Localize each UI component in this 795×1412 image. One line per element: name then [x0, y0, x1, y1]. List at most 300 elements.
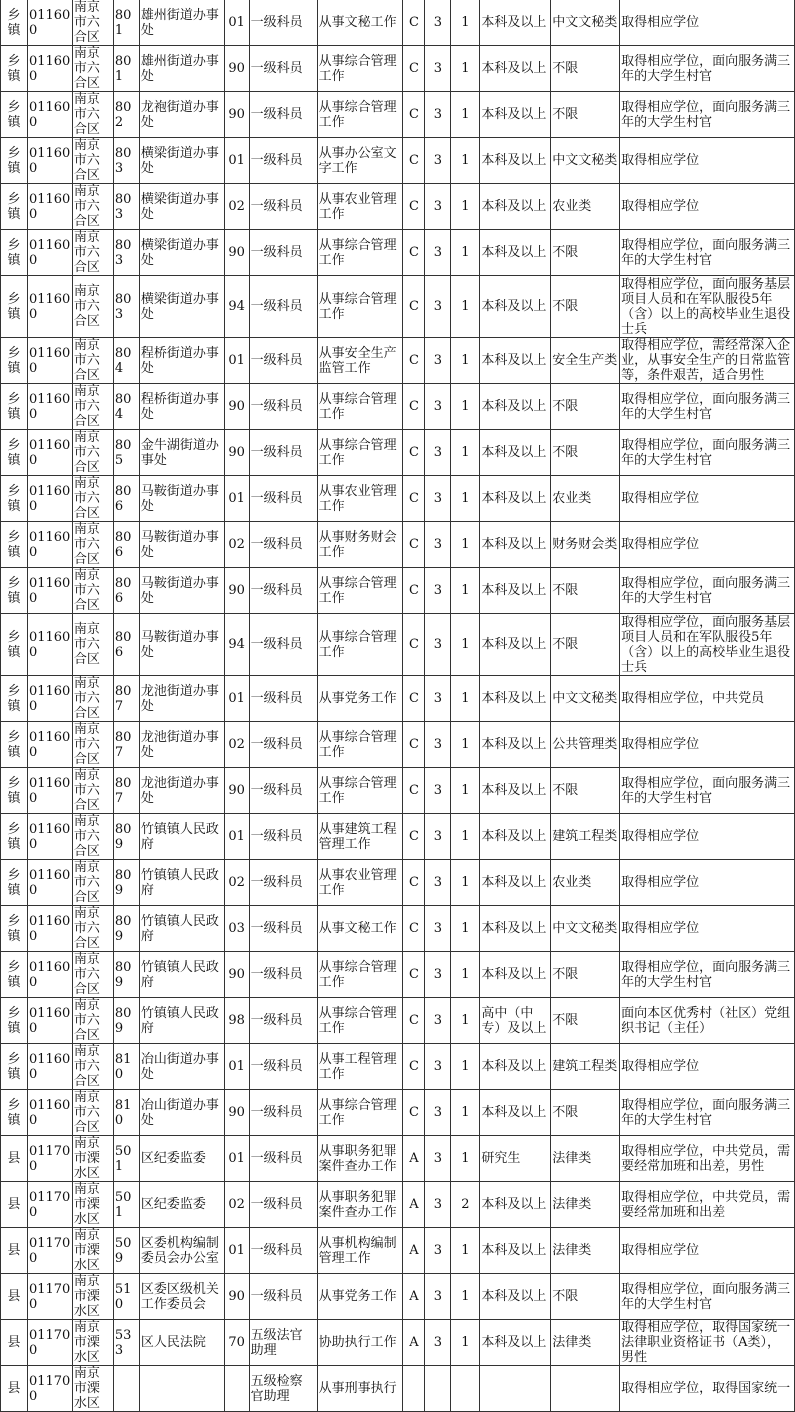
cell-category: C: [403, 952, 425, 998]
cell-unit-code: 011600: [27, 814, 72, 860]
cell-category: C: [403, 768, 425, 814]
cell-exam-type: 3: [425, 138, 451, 184]
cell-major: 建筑工程类: [551, 814, 620, 860]
cell-education: 本科及以上: [480, 906, 551, 952]
cell-education: 本科及以上: [480, 1274, 551, 1320]
cell-education: 本科及以上: [480, 338, 551, 384]
cell-exam-type: 3: [425, 676, 451, 722]
cell-category: C: [403, 0, 425, 46]
cell-dept-code: 803: [113, 230, 139, 276]
cell-headcount: [451, 1366, 480, 1412]
cell-unit-code: 011600: [27, 614, 72, 676]
cell-education: 本科及以上: [480, 230, 551, 276]
cell-dept-code: 806: [113, 568, 139, 614]
cell-duties: 从事综合管理工作: [317, 952, 403, 998]
cell-exam-type: 3: [425, 384, 451, 430]
cell-duties: 从事综合管理工作: [317, 92, 403, 138]
cell-dept-code: 806: [113, 614, 139, 676]
cell-exam-type: 3: [425, 46, 451, 92]
table-row: [1, 1274, 795, 1320]
cell-exam-type: 3: [425, 568, 451, 614]
cell-major: 建筑工程类: [551, 1044, 620, 1090]
cell-level: 乡镇: [1, 722, 28, 768]
cell-level: 乡镇: [1, 476, 28, 522]
cell-category: [403, 1366, 425, 1412]
cell-headcount: 1: [451, 722, 480, 768]
cell-education: 本科及以上: [480, 722, 551, 768]
cell-headcount: 1: [451, 184, 480, 230]
cell-duties: 从事党务工作: [317, 676, 403, 722]
cell-department: 雄州街道办事处: [139, 46, 224, 92]
cell-headcount: 1: [451, 952, 480, 998]
cell-headcount: 1: [451, 568, 480, 614]
cell-education: 本科及以上: [480, 138, 551, 184]
cell-dept-code: 501: [113, 1182, 139, 1228]
table-row: [1, 814, 795, 860]
cell-exam-type: 3: [425, 860, 451, 906]
cell-unit-code: 011700: [27, 1274, 72, 1320]
cell-rank: 一级科员: [249, 1182, 317, 1228]
cell-position-code: 90: [224, 1090, 249, 1136]
cell-dept-code: 806: [113, 522, 139, 568]
cell-dept-code: 533: [113, 1320, 139, 1366]
cell-notes: 取得相应学位: [620, 522, 795, 568]
table-row: [1, 384, 795, 430]
cell-level: 乡镇: [1, 906, 28, 952]
cell-level: 乡镇: [1, 230, 28, 276]
cell-major: 不限: [551, 1090, 620, 1136]
cell-education: [480, 1366, 551, 1412]
cell-exam-type: 3: [425, 92, 451, 138]
cell-category: C: [403, 338, 425, 384]
cell-rank: 一级科员: [249, 1044, 317, 1090]
cell-exam-type: 3: [425, 184, 451, 230]
cell-district: 南京市六合区: [72, 92, 113, 138]
cell-major: 不限: [551, 614, 620, 676]
cell-unit-code: 011600: [27, 430, 72, 476]
cell-position-code: 02: [224, 860, 249, 906]
cell-education: 本科及以上: [480, 430, 551, 476]
cell-department: 区纪委监委: [139, 1182, 224, 1228]
table-row: [1, 768, 795, 814]
cell-position-code: 90: [224, 568, 249, 614]
cell-department: 区人民法院: [139, 1320, 224, 1366]
cell-rank: 一级科员: [249, 568, 317, 614]
cell-dept-code: 807: [113, 676, 139, 722]
cell-rank: 一级科员: [249, 476, 317, 522]
cell-headcount: 1: [451, 768, 480, 814]
cell-rank: 一级科员: [249, 1136, 317, 1182]
cell-major: 法律类: [551, 1228, 620, 1274]
cell-category: C: [403, 384, 425, 430]
cell-category: C: [403, 476, 425, 522]
cell-major: 不限: [551, 384, 620, 430]
table-row: [1, 522, 795, 568]
cell-level: 乡镇: [1, 384, 28, 430]
table-row: [1, 906, 795, 952]
cell-position-code: 01: [224, 1136, 249, 1182]
cell-position-code: 02: [224, 522, 249, 568]
cell-duties: 从事职务犯罪案件查办工作: [317, 1182, 403, 1228]
cell-district: 南京市溧水区: [72, 1366, 113, 1412]
cell-position-code: 90: [224, 952, 249, 998]
table-row: [1, 1366, 795, 1412]
cell-department: 横梁街道办事处: [139, 138, 224, 184]
cell-category: C: [403, 860, 425, 906]
cell-rank: 一级科员: [249, 46, 317, 92]
table-row: [1, 952, 795, 998]
cell-notes: 取得相应学位: [620, 0, 795, 46]
cell-notes: 取得相应学位: [620, 1044, 795, 1090]
cell-dept-code: 809: [113, 952, 139, 998]
cell-district: 南京市六合区: [72, 0, 113, 46]
cell-notes: 取得相应学位，需经常深入企业，从事安全生产的日常监管等，条件艰苦，适合男性: [620, 338, 795, 384]
cell-notes: 取得相应学位: [620, 138, 795, 184]
cell-headcount: 1: [451, 1090, 480, 1136]
table-row: [1, 1182, 795, 1228]
cell-major: 中文文秘类: [551, 0, 620, 46]
cell-rank: 一级科员: [249, 522, 317, 568]
cell-exam-type: 3: [425, 814, 451, 860]
cell-department: 龙池街道办事处: [139, 722, 224, 768]
cell-duties: 从事综合管理工作: [317, 722, 403, 768]
cell-district: 南京市六合区: [72, 614, 113, 676]
cell-dept-code: 509: [113, 1228, 139, 1274]
cell-dept-code: 807: [113, 768, 139, 814]
cell-education: 本科及以上: [480, 522, 551, 568]
cell-education: 本科及以上: [480, 476, 551, 522]
cell-notes: 取得相应学位，中共党员: [620, 676, 795, 722]
cell-level: 乡镇: [1, 952, 28, 998]
cell-exam-type: 3: [425, 952, 451, 998]
cell-position-code: 01: [224, 0, 249, 46]
cell-notes: 取得相应学位，取得国家统一法律职业资格证书（A类），男性: [620, 1320, 795, 1366]
cell-education: 本科及以上: [480, 0, 551, 46]
table-row: [1, 230, 795, 276]
table-row: [1, 676, 795, 722]
cell-education: 本科及以上: [480, 384, 551, 430]
cell-district: 南京市溧水区: [72, 1136, 113, 1182]
cell-category: C: [403, 230, 425, 276]
cell-headcount: 1: [451, 614, 480, 676]
cell-category: C: [403, 138, 425, 184]
cell-rank: 一级科员: [249, 814, 317, 860]
cell-duties: 从事农业管理工作: [317, 476, 403, 522]
cell-duties: 从事职务犯罪案件查办工作: [317, 1136, 403, 1182]
cell-district: 南京市六合区: [72, 522, 113, 568]
cell-category: C: [403, 1044, 425, 1090]
cell-rank: 一级科员: [249, 384, 317, 430]
cell-duties: 从事综合管理工作: [317, 230, 403, 276]
cell-education: 本科及以上: [480, 184, 551, 230]
cell-category: C: [403, 676, 425, 722]
cell-headcount: 1: [451, 1320, 480, 1366]
cell-department: 横梁街道办事处: [139, 276, 224, 338]
cell-rank: 一级科员: [249, 768, 317, 814]
cell-position-code: [224, 1366, 249, 1412]
cell-notes: 取得相应学位，面向服务基层项目人员和在军队服役5年（含）以上的高校毕业生退役士兵: [620, 614, 795, 676]
cell-exam-type: 3: [425, 276, 451, 338]
cell-headcount: 1: [451, 522, 480, 568]
cell-department: 程桥街道办事处: [139, 384, 224, 430]
cell-major: 不限: [551, 952, 620, 998]
cell-major: 农业类: [551, 184, 620, 230]
cell-department: 竹镇镇人民政府: [139, 814, 224, 860]
table-row: [1, 1136, 795, 1182]
cell-major: 不限: [551, 1274, 620, 1320]
cell-level: 乡镇: [1, 814, 28, 860]
cell-major: 农业类: [551, 476, 620, 522]
cell-unit-code: 011600: [27, 568, 72, 614]
cell-headcount: 1: [451, 338, 480, 384]
cell-headcount: 1: [451, 476, 480, 522]
cell-exam-type: 3: [425, 0, 451, 46]
cell-notes: 取得相应学位，面向服务满三年的大学生村官: [620, 46, 795, 92]
cell-category: C: [403, 184, 425, 230]
cell-headcount: 1: [451, 1136, 480, 1182]
cell-level: 乡镇: [1, 276, 28, 338]
cell-exam-type: 3: [425, 906, 451, 952]
cell-department: 金牛湖街道办事处: [139, 430, 224, 476]
cell-headcount: 1: [451, 92, 480, 138]
cell-duties: 从事综合管理工作: [317, 1090, 403, 1136]
cell-position-code: 90: [224, 384, 249, 430]
cell-headcount: 1: [451, 814, 480, 860]
cell-duties: 从事财务财会工作: [317, 522, 403, 568]
cell-category: A: [403, 1182, 425, 1228]
cell-level: 县: [1, 1320, 28, 1366]
cell-level: 县: [1, 1182, 28, 1228]
table-row: [1, 184, 795, 230]
cell-position-code: 02: [224, 722, 249, 768]
cell-notes: 取得相应学位: [620, 1228, 795, 1274]
cell-unit-code: 011600: [27, 338, 72, 384]
cell-position-code: 90: [224, 46, 249, 92]
table-row: [1, 722, 795, 768]
cell-district: 南京市六合区: [72, 276, 113, 338]
cell-position-code: 02: [224, 184, 249, 230]
cell-education: 本科及以上: [480, 46, 551, 92]
cell-level: 乡镇: [1, 860, 28, 906]
cell-district: 南京市六合区: [72, 722, 113, 768]
cell-major: 法律类: [551, 1320, 620, 1366]
table-row: [1, 998, 795, 1044]
cell-exam-type: 3: [425, 1274, 451, 1320]
cell-rank: 五级法官助理: [249, 1320, 317, 1366]
cell-headcount: 1: [451, 230, 480, 276]
cell-exam-type: 3: [425, 614, 451, 676]
cell-department: 马鞍街道办事处: [139, 522, 224, 568]
cell-district: 南京市六合区: [72, 138, 113, 184]
cell-notes: 取得相应学位，面向服务满三年的大学生村官: [620, 92, 795, 138]
cell-exam-type: 3: [425, 522, 451, 568]
cell-department: 冶山街道办事处: [139, 1044, 224, 1090]
cell-major: 公共管理类: [551, 722, 620, 768]
cell-category: C: [403, 522, 425, 568]
cell-notes: 取得相应学位，面向服务满三年的大学生村官: [620, 1274, 795, 1320]
table-row: [1, 1090, 795, 1136]
cell-education: 本科及以上: [480, 1090, 551, 1136]
cell-notes: 取得相应学位，面向服务满三年的大学生村官: [620, 952, 795, 998]
cell-duties: 从事机构编制管理工作: [317, 1228, 403, 1274]
cell-unit-code: 011600: [27, 1044, 72, 1090]
cell-level: 乡镇: [1, 430, 28, 476]
cell-category: C: [403, 906, 425, 952]
cell-exam-type: 3: [425, 1090, 451, 1136]
cell-major: 不限: [551, 276, 620, 338]
cell-headcount: 1: [451, 906, 480, 952]
cell-department: 区委区级机关工作委员会: [139, 1274, 224, 1320]
table-row: [1, 338, 795, 384]
cell-unit-code: 011600: [27, 276, 72, 338]
cell-rank: 一级科员: [249, 1228, 317, 1274]
cell-notes: 取得相应学位: [620, 814, 795, 860]
table-row: [1, 276, 795, 338]
cell-category: C: [403, 276, 425, 338]
cell-major: 农业类: [551, 860, 620, 906]
cell-rank: 一级科员: [249, 138, 317, 184]
cell-district: 南京市六合区: [72, 998, 113, 1044]
cell-duties: 从事安全生产监管工作: [317, 338, 403, 384]
cell-level: 乡镇: [1, 184, 28, 230]
cell-duties: 从事刑事执行: [317, 1366, 403, 1412]
cell-duties: 从事农业管理工作: [317, 860, 403, 906]
cell-major: 中文文秘类: [551, 138, 620, 184]
cell-major: 不限: [551, 568, 620, 614]
cell-department: 竹镇镇人民政府: [139, 998, 224, 1044]
cell-major: 中文文秘类: [551, 676, 620, 722]
cell-position-code: 94: [224, 276, 249, 338]
cell-district: 南京市六合区: [72, 384, 113, 430]
cell-position-code: 90: [224, 92, 249, 138]
cell-district: 南京市溧水区: [72, 1228, 113, 1274]
cell-category: A: [403, 1274, 425, 1320]
cell-department: 雄州街道办事处: [139, 0, 224, 46]
cell-exam-type: 3: [425, 1136, 451, 1182]
cell-department: 龙袍街道办事处: [139, 92, 224, 138]
cell-exam-type: 3: [425, 768, 451, 814]
cell-headcount: 1: [451, 998, 480, 1044]
cell-unit-code: 011700: [27, 1366, 72, 1412]
cell-education: 本科及以上: [480, 1228, 551, 1274]
cell-department: 区纪委监委: [139, 1136, 224, 1182]
cell-district: 南京市六合区: [72, 230, 113, 276]
cell-category: C: [403, 998, 425, 1044]
cell-dept-code: 803: [113, 276, 139, 338]
cell-major: 安全生产类: [551, 338, 620, 384]
cell-notes: 取得相应学位: [620, 860, 795, 906]
cell-dept-code: 809: [113, 998, 139, 1044]
cell-department: 横梁街道办事处: [139, 184, 224, 230]
cell-department: 竹镇镇人民政府: [139, 860, 224, 906]
cell-category: C: [403, 430, 425, 476]
cell-position-code: 01: [224, 676, 249, 722]
cell-unit-code: 011700: [27, 1320, 72, 1366]
cell-level: 乡镇: [1, 92, 28, 138]
cell-position-code: 01: [224, 814, 249, 860]
cell-notes: 取得相应学位，取得国家统一: [620, 1366, 795, 1412]
cell-headcount: 2: [451, 1182, 480, 1228]
cell-department: 竹镇镇人民政府: [139, 906, 224, 952]
cell-rank: 一级科员: [249, 430, 317, 476]
cell-position-code: 01: [224, 338, 249, 384]
cell-notes: 面向本区优秀村（社区）党组织书记（主任）: [620, 998, 795, 1044]
cell-department: 马鞍街道办事处: [139, 476, 224, 522]
cell-unit-code: 011600: [27, 998, 72, 1044]
cell-unit-code: 011600: [27, 952, 72, 998]
cell-dept-code: 805: [113, 430, 139, 476]
cell-department: 冶山街道办事处: [139, 1090, 224, 1136]
cell-position-code: 70: [224, 1320, 249, 1366]
cell-rank: 一级科员: [249, 92, 317, 138]
cell-education: 本科及以上: [480, 614, 551, 676]
cell-major: 法律类: [551, 1182, 620, 1228]
cell-exam-type: 3: [425, 1182, 451, 1228]
cell-district: 南京市溧水区: [72, 1182, 113, 1228]
cell-exam-type: [425, 1366, 451, 1412]
cell-major: 不限: [551, 92, 620, 138]
cell-notes: 取得相应学位: [620, 906, 795, 952]
cell-duties: 从事党务工作: [317, 1274, 403, 1320]
cell-rank: 一级科员: [249, 1090, 317, 1136]
cell-unit-code: 011600: [27, 1090, 72, 1136]
cell-dept-code: 802: [113, 92, 139, 138]
cell-unit-code: 011600: [27, 768, 72, 814]
cell-district: 南京市六合区: [72, 430, 113, 476]
cell-education: 本科及以上: [480, 1182, 551, 1228]
table-row: [1, 860, 795, 906]
cell-education: 本科及以上: [480, 676, 551, 722]
cell-headcount: 1: [451, 860, 480, 906]
cell-duties: 从事工程管理工作: [317, 1044, 403, 1090]
cell-category: C: [403, 814, 425, 860]
cell-rank: 一级科员: [249, 0, 317, 46]
cell-duties: 从事文秘工作: [317, 906, 403, 952]
cell-position-code: 03: [224, 906, 249, 952]
cell-notes: 取得相应学位，中共党员，需要经常加班和出差，男性: [620, 1136, 795, 1182]
cell-level: 乡镇: [1, 138, 28, 184]
table-row: [1, 46, 795, 92]
cell-category: C: [403, 46, 425, 92]
cell-headcount: 1: [451, 1228, 480, 1274]
cell-education: 高中（中专）及以上: [480, 998, 551, 1044]
cell-dept-code: 810: [113, 1044, 139, 1090]
table-row: [1, 138, 795, 184]
cell-headcount: 1: [451, 384, 480, 430]
cell-unit-code: 011600: [27, 184, 72, 230]
cell-major: 法律类: [551, 1136, 620, 1182]
cell-dept-code: 809: [113, 860, 139, 906]
cell-unit-code: 011600: [27, 906, 72, 952]
cell-major: 不限: [551, 430, 620, 476]
table-row: [1, 92, 795, 138]
cell-major: 不限: [551, 46, 620, 92]
cell-level: 乡镇: [1, 768, 28, 814]
cell-education: 本科及以上: [480, 952, 551, 998]
cell-exam-type: 3: [425, 230, 451, 276]
cell-major: 中文文秘类: [551, 906, 620, 952]
cell-category: A: [403, 1136, 425, 1182]
cell-dept-code: 510: [113, 1274, 139, 1320]
cell-dept-code: 804: [113, 384, 139, 430]
cell-level: 县: [1, 1136, 28, 1182]
cell-level: 县: [1, 1274, 28, 1320]
cell-unit-code: 011600: [27, 476, 72, 522]
cell-unit-code: 011600: [27, 676, 72, 722]
cell-level: 乡镇: [1, 1090, 28, 1136]
cell-major: [551, 1366, 620, 1412]
cell-dept-code: 810: [113, 1090, 139, 1136]
